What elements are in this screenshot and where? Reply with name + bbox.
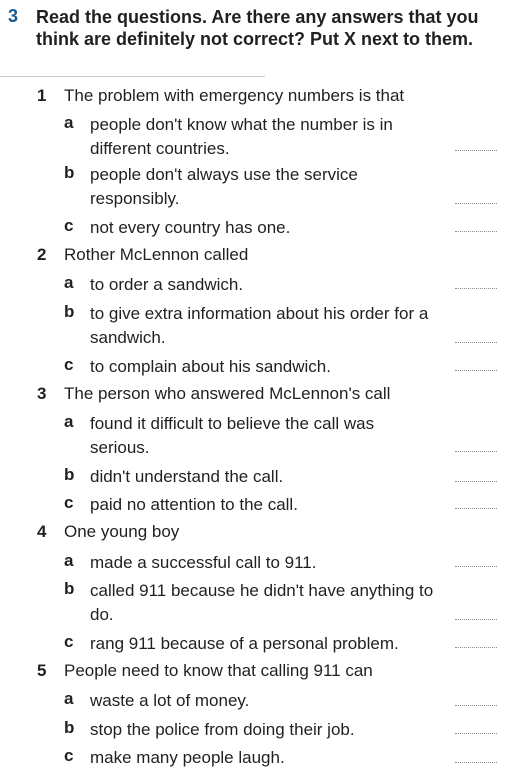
answer-blank-3b[interactable] <box>455 481 497 482</box>
option-letter: b <box>64 302 75 321</box>
option-letter: a <box>64 551 74 570</box>
option-letter: a <box>64 689 74 708</box>
answer-blank-2a[interactable] <box>455 288 497 289</box>
question-text: One young boy <box>64 522 180 541</box>
option-letter: b <box>64 579 75 598</box>
question-text: The problem with emergency numbers is that <box>64 86 405 105</box>
option-letter: c <box>64 493 74 512</box>
exercise-instruction: Read the questions. Are there any answers that you think are definitely not correct? Put X next to them. <box>36 7 479 49</box>
option-letter: b <box>64 718 75 737</box>
option-text: people don't know what the number is in different countries. <box>90 115 393 158</box>
option-letter: b <box>64 465 75 484</box>
question-text: People need to know that calling 911 can <box>64 661 373 680</box>
option-letter: c <box>64 746 74 765</box>
question-number: 5 <box>37 661 47 680</box>
answer-blank-4a[interactable] <box>455 566 497 567</box>
option-text: paid no attention to the call. <box>90 495 298 514</box>
option-text: rang 911 because of a personal problem. <box>90 634 399 653</box>
option-text: to give extra information about his order for a sandwich. <box>90 304 429 347</box>
answer-blank-1a[interactable] <box>455 150 497 151</box>
option-text: make many people laugh. <box>90 748 285 767</box>
question-text: Rother McLennon called <box>64 245 249 264</box>
answer-blank-5b[interactable] <box>455 733 497 734</box>
answer-blank-4b[interactable] <box>455 619 497 620</box>
option-text: waste a lot of money. <box>90 691 250 710</box>
option-letter: c <box>64 355 74 374</box>
option-text: found it difficult to believe the call was serious. <box>90 414 375 457</box>
option-letter: c <box>64 632 74 651</box>
answer-blank-3a[interactable] <box>455 451 497 452</box>
option-letter: a <box>64 273 74 292</box>
answer-blank-4c[interactable] <box>455 647 497 648</box>
option-letter: a <box>64 412 74 431</box>
exercise-header <box>8 6 513 50</box>
option-letter: c <box>64 216 74 235</box>
option-text: called 911 because he didn't have anything to do. <box>90 581 434 624</box>
option-letter: a <box>64 113 74 132</box>
question-text: The person who answered McLennon's call <box>64 384 391 403</box>
answer-blank-1c[interactable] <box>455 231 497 232</box>
option-text: not every country has one. <box>90 218 291 237</box>
exercise-number: 3 <box>8 6 19 26</box>
answer-blank-5a[interactable] <box>455 705 497 706</box>
option-text: people don't always use the service responsibly. <box>90 165 358 208</box>
option-text: stop the police from doing their job. <box>90 720 355 739</box>
question-number: 2 <box>37 245 47 264</box>
answer-blank-2c[interactable] <box>455 370 497 371</box>
option-letter: b <box>64 163 75 182</box>
answer-blank-3c[interactable] <box>455 508 497 509</box>
answer-blank-2b[interactable] <box>455 342 497 343</box>
option-text: made a successful call to 911. <box>90 553 317 572</box>
option-text: to order a sandwich. <box>90 275 244 294</box>
question-number: 1 <box>37 86 47 105</box>
question-number: 4 <box>37 522 47 541</box>
option-text: to complain about his sandwich. <box>90 357 331 376</box>
answer-blank-1b[interactable] <box>455 203 497 204</box>
question-number: 3 <box>37 384 47 403</box>
answer-blank-5c[interactable] <box>455 762 497 763</box>
option-text: didn't understand the call. <box>90 467 284 486</box>
header-divider <box>0 76 265 77</box>
